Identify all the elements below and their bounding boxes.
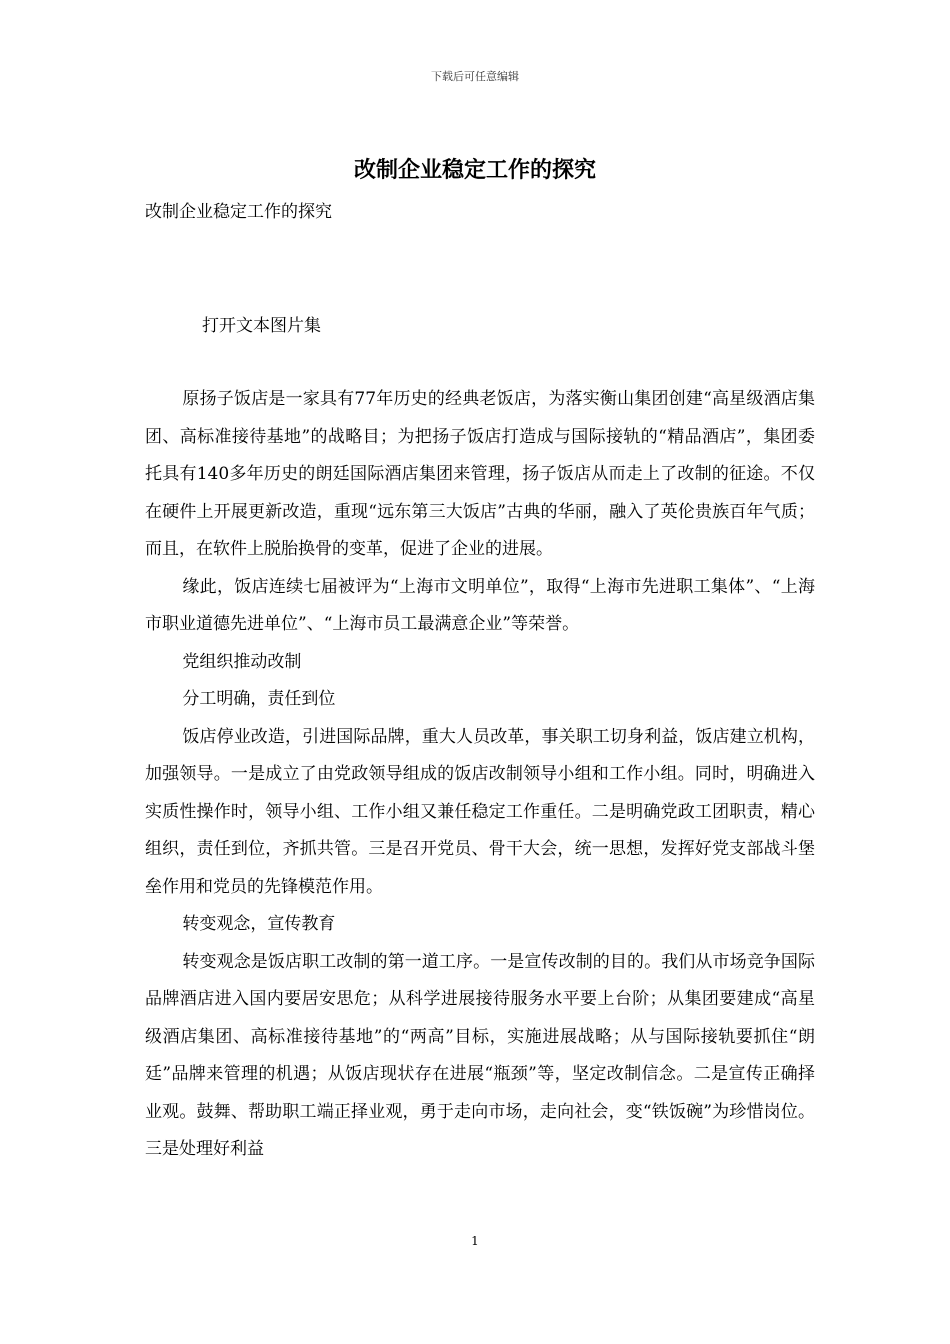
subsection-heading: 分工明确，责任到位	[182, 689, 336, 709]
paragraph: 缘此，饭店连续七届被评为“上海市文明单位”，取得“上海市先进职工集体”、“上海市职业道德先进单位”、“上海市员工最满意企业”等荣誉。	[145, 576, 815, 634]
document-subtitle: 改制企业稳定工作的探究	[145, 202, 332, 222]
header-note: 下载后可任意编辑	[431, 70, 519, 83]
document-title: 改制企业稳定工作的探究	[353, 157, 596, 183]
paragraph: 转变观念是饭店职工改制的第一道工序。一是宣传改制的目的。我们从市场竞争国际品牌酒店进入国内要居安思危；从科学进展接待服务水平要上台阶；从集团要建成“高星级酒店集团、高标准接待基地”的“两高”目标，实施进展战略；从与国际接轨要抓住“朗廷”品牌来管理的机遇；从饭店现状存在进展“瓶颈”等，坚定改制信念。二是宣传正确择业观。鼓舞、帮助职工端正择业观，勇于走向市场，走向社会，变“铁饭碗”为珍惜岗位。三是处理好利益	[145, 951, 815, 1159]
document-body	[145, 381, 815, 1169]
paragraph: 原扬子饭店是一家具有77年历史的经典老饭店，为落实衡山集团创建“高星级酒店集团、高标准接待基地”的战略目；为把扬子饭店打造成与国际接轨的“精品酒店”，集团委托具有140多年历史的朗廷国际酒店集团来管理，扬子饭店从而走上了改制的征途。不仅在硬件上开展更新改造，重现“远东第三大饭店”古典的华丽，融入了英伦贵族百年气质；而且，在软件上脱胎换骨的变革，促进了企业的进展。	[145, 389, 815, 559]
section-heading: 党组织推动改制	[182, 651, 302, 672]
subsection-heading: 转变观念，宣传教育	[182, 914, 336, 934]
paragraph: 饭店停业改造，引进国际品牌，重大人员改革，事关职工切身利益，饭店建立机构，加强领导。一是成立了由党政领导组成的饭店改制领导小组和工作小组。同时，明确进入实质性操作时，领导小组、工作小组又兼任稳定工作重任。二是明确党政工团职责，精心组织，责任到位，齐抓共管。三是召开党员、骨干大会，统一思想，发挥好党支部战斗堡垒作用和党员的先锋模范作用。	[145, 726, 815, 897]
page-number: 1	[471, 1234, 479, 1248]
open-image-gallery-link[interactable]: 打开文本图片集	[202, 316, 321, 336]
